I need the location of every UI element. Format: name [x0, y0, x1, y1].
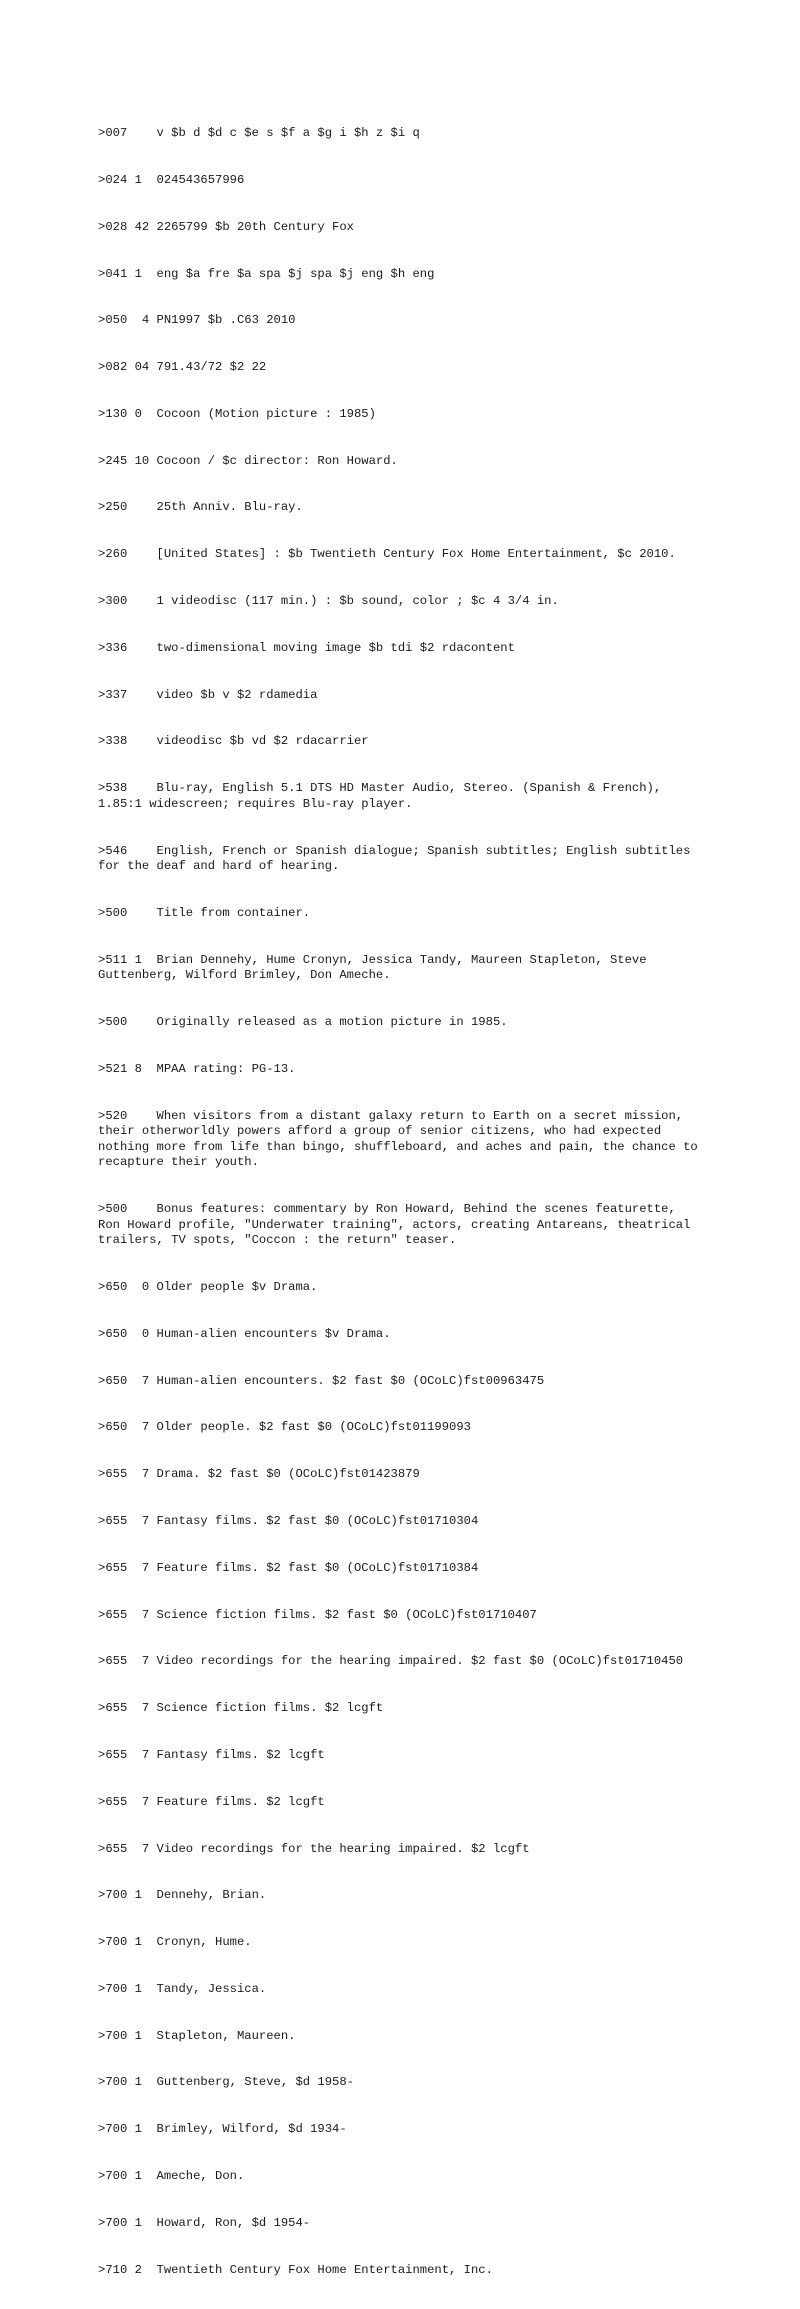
- marc-field-500: >500 Title from container.: [98, 905, 311, 920]
- marc-field-050: >050 4 PN1997 $b .C63 2010: [98, 313, 296, 328]
- marc-field-338: >338 videodisc $b vd $2 rdacarrier: [98, 734, 369, 749]
- marc-record: [98, 95, 706, 2309]
- marc-field-655: >655 7 Fantasy films. $2 fast $0 (OCoLC)fst01710304: [98, 1514, 479, 1529]
- marc-field-655: >655 7 Feature films. $2 fast $0 (OCoLC)fst01710384: [98, 1560, 479, 1575]
- marc-field-700: >700 1 Ameche, Don.: [98, 2168, 245, 2183]
- marc-field-546: >546 English, French or Spanish dialogue; Spanish subtitles; English subtitles for the deaf and hard of hearing.: [98, 843, 698, 874]
- marc-field-655: >655 7 Science fiction films. $2 lcgft: [98, 1701, 384, 1716]
- marc-field-260: >260 [United States] : $b Twentieth Century Fox Home Entertainment, $c 2010.: [98, 547, 676, 562]
- marc-field-500: >500 Originally released as a motion picture in 1985.: [98, 1015, 508, 1030]
- marc-field-336: >336 two-dimensional moving image $b tdi $2 rdacontent: [98, 640, 515, 655]
- marc-field-655: >655 7 Feature films. $2 lcgft: [98, 1794, 325, 1809]
- marc-field-028: >028 42 2265799 $b 20th Century Fox: [98, 219, 354, 234]
- marc-field-655: >655 7 Video recordings for the hearing impaired. $2 fast $0 (OCoLC)fst01710450: [98, 1654, 684, 1669]
- marc-field-655: >655 7 Video recordings for the hearing impaired. $2 lcgft: [98, 1841, 530, 1856]
- marc-field-041: >041 1 eng $a fre $a spa $j spa $j eng $h eng: [98, 266, 435, 281]
- marc-field-130: >130 0 Cocoon (Motion picture : 1985): [98, 406, 376, 421]
- marc-field-538: >538 Blu-ray, English 5.1 DTS HD Master Audio, Stereo. (Spanish & French), 1.85:1 widescreen; requires Blu-ray player.: [98, 781, 669, 811]
- marc-field-655: >655 7 Science fiction films. $2 fast $0 (OCoLC)fst01710407: [98, 1607, 537, 1622]
- marc-field-650: >650 7 Human-alien encounters. $2 fast $0 (OCoLC)fst00963475: [98, 1373, 545, 1388]
- marc-field-700: >700 1 Tandy, Jessica.: [98, 1981, 267, 1996]
- marc-field-245: >245 10 Cocoon / $c director: Ron Howard.: [98, 453, 398, 468]
- marc-field-650: >650 0 Older people $v Drama.: [98, 1280, 318, 1295]
- marc-field-710: >710 2 Twentieth Century Fox Home Entertainment, Inc.: [98, 2262, 493, 2277]
- marc-field-500: >500 Bonus features: commentary by Ron Howard, Behind the scenes featurette, Ron Howard profile, "Underwater training", actors, creating Antareans, theatrical trailers, TV spots, "Coccon : the return" teaser.: [98, 1202, 698, 1248]
- marc-field-700: >700 1 Howard, Ron, $d 1954-: [98, 2215, 311, 2230]
- marc-field-650: >650 0 Human-alien encounters $v Drama.: [98, 1326, 391, 1341]
- marc-field-655: >655 7 Fantasy films. $2 lcgft: [98, 1747, 325, 1762]
- marc-field-337: >337 video $b v $2 rdamedia: [98, 687, 318, 702]
- marc-field-521: >521 8 MPAA rating: PG-13.: [98, 1061, 296, 1076]
- marc-field-520: >520 When visitors from a distant galaxy return to Earth on a secret mission, their otherworldly powers afford a group of senior citizens, who had expected nothing more from life than bingo, shuffleboard, and aches and pain, the chance to recapture their youth.: [98, 1108, 706, 1170]
- marc-field-700: >700 1 Guttenberg, Steve, $d 1958-: [98, 2075, 354, 2090]
- marc-field-700: >700 1 Dennehy, Brian.: [98, 1888, 267, 1903]
- marc-field-700: >700 1 Cronyn, Hume.: [98, 1935, 252, 1950]
- marc-field-300: >300 1 videodisc (117 min.) : $b sound, color ; $c 4 3/4 in.: [98, 594, 559, 608]
- marc-field-511: >511 1 Brian Dennehy, Hume Cronyn, Jessica Tandy, Maureen Stapleton, Steve Guttenberg, Wilford Brimley, Don Ameche.: [98, 952, 654, 983]
- marc-field-082: >082 04 791.43/72 $2 22: [98, 360, 267, 375]
- marc-field-700: >700 1 Brimley, Wilford, $d 1934-: [98, 2122, 347, 2137]
- marc-field-007: >007 v $b d $d c $e s $f a $g i $h z $i q: [98, 126, 420, 141]
- marc-field-250: >250 25th Anniv. Blu-ray.: [98, 500, 303, 515]
- marc-field-655: >655 7 Drama. $2 fast $0 (OCoLC)fst01423879: [98, 1467, 420, 1482]
- marc-field-650: >650 7 Older people. $2 fast $0 (OCoLC)fst01199093: [98, 1420, 471, 1435]
- marc-field-024: >024 1 024543657996: [98, 172, 245, 187]
- marc-field-700: >700 1 Stapleton, Maureen.: [98, 2028, 296, 2043]
